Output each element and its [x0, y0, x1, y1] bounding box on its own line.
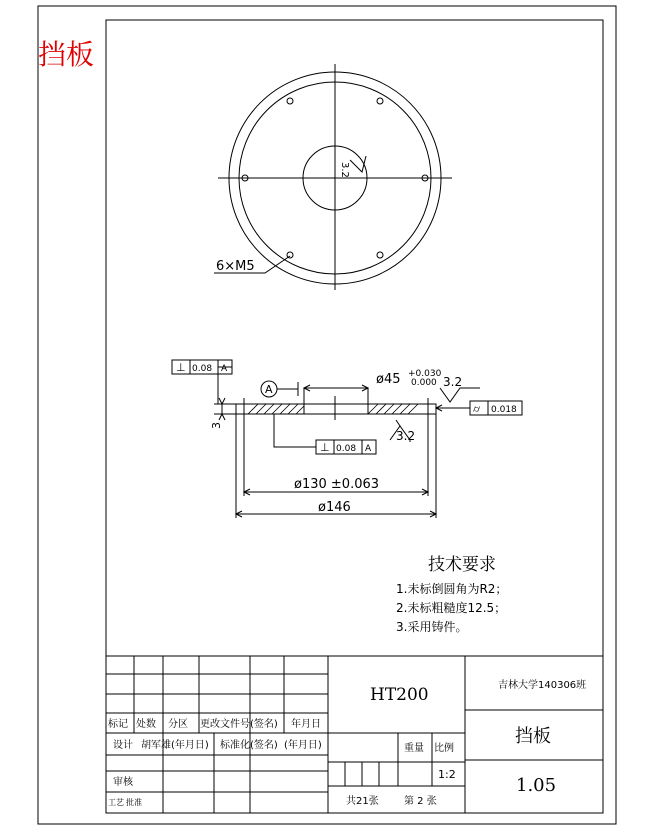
- roughness-bottom: 3.2: [396, 429, 416, 443]
- bolt-hole: [377, 98, 383, 104]
- outer-dim: ø146: [318, 500, 351, 515]
- design-label: 设计: [113, 740, 133, 751]
- approve-label: 批准: [126, 798, 142, 807]
- bore-tol-lower: 0.000: [411, 378, 437, 388]
- perp-value: 0.08: [336, 444, 357, 454]
- tech-req-title: 技术要求: [428, 555, 496, 575]
- check-label: 审核: [113, 777, 133, 788]
- thickness-dim: 3: [210, 422, 223, 429]
- cyl-value: 0.018: [491, 405, 517, 415]
- roughness-center-value: 3.2: [339, 162, 350, 178]
- bore-dim: ø45: [376, 372, 401, 387]
- hatch-left: [248, 404, 304, 414]
- bolt-hole: [377, 252, 383, 258]
- outer-border: [38, 6, 616, 824]
- bore-tol-upper: +0.030: [408, 369, 442, 379]
- pitch-dim: ø130 ±0.063: [294, 477, 380, 492]
- perp-frame-bottom: [316, 440, 376, 454]
- section-view: [214, 367, 480, 518]
- cyl-symbol: ⌭: [473, 404, 481, 415]
- tech-req-item: 2.未标粗糙度12.5；: [396, 601, 507, 615]
- roughness-right: 3.2: [443, 375, 463, 389]
- rev-label: 更改文件号(签名): [200, 719, 278, 730]
- material: HT200: [370, 685, 429, 705]
- perp-symbol: ⊥: [320, 441, 330, 454]
- designer: 胡军雄(年月日): [141, 740, 209, 751]
- std-label: 标准化(签名): [220, 740, 278, 751]
- craft-label: 工艺: [108, 798, 124, 807]
- tech-req-item: 3.采用铸件。: [396, 620, 468, 634]
- perp-datum: A: [221, 364, 228, 374]
- datum-label: A: [265, 383, 273, 396]
- perp-datum: A: [365, 444, 372, 454]
- top-view: [214, 64, 452, 290]
- sheets-total: 共21张: [346, 796, 379, 807]
- rev-label: 处数: [136, 719, 156, 730]
- rev-label: 标记: [108, 719, 128, 730]
- hatch-right: [368, 404, 418, 414]
- thread-callout: 6×M5: [216, 259, 255, 274]
- drawing-name: 挡板: [515, 726, 551, 747]
- tech-req-item: 1.未标倒圆角为R2；: [396, 582, 508, 596]
- scale-value: 1:2: [438, 768, 456, 781]
- bolt-hole: [287, 98, 293, 104]
- sheet-no: 第 2 张: [404, 796, 437, 807]
- drawing-no: 1.05: [516, 775, 557, 796]
- perp-value: 0.08: [192, 364, 213, 374]
- scale-label: 比例: [434, 743, 454, 754]
- roughness-center-symbol: [350, 156, 366, 172]
- perp-frame-top: [172, 360, 232, 374]
- cylindricity-frame: [470, 401, 522, 415]
- school: 吉林大学140306班: [498, 680, 587, 691]
- std-date: (年月日): [284, 740, 322, 751]
- rev-label: 年月日: [291, 719, 321, 730]
- rev-label: 分区: [168, 719, 188, 730]
- corner-title: 挡板: [38, 38, 95, 71]
- perp-symbol: ⊥: [176, 361, 186, 374]
- weight-label: 重量: [404, 743, 424, 754]
